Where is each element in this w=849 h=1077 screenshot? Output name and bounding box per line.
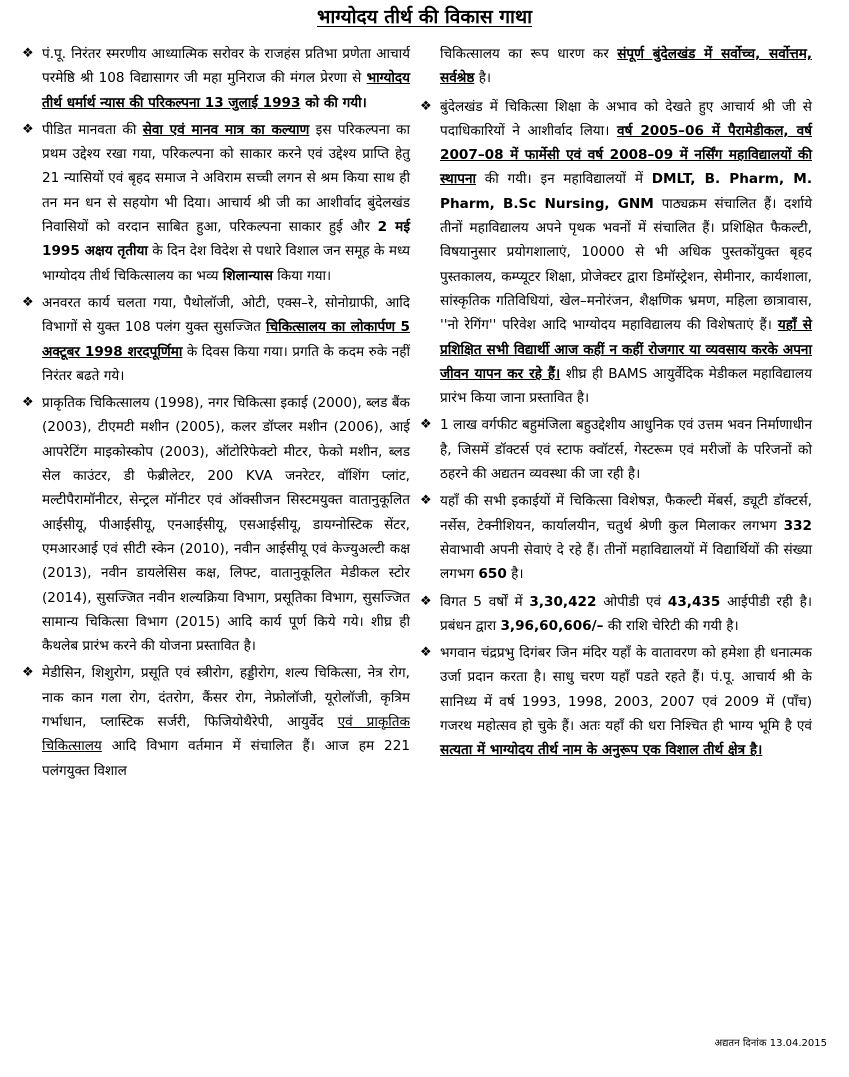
paragraph-new-building	[420, 413, 812, 486]
text: शीघ्र ही BAMS आयुर्वेदिक मेडीकल महाविद्यालय प्रारंभ किया जाना प्रस्तावित है।	[440, 365, 812, 407]
text: मेडीसिन, शिशुरोग, प्रसूति एवं स्त्रीरोग, हड्डीरोग, शल्य चिकित्सा, नेत्र रोग, नाक कान गला रोग, दंतरोग, कैंसर रोग, नेफ्रोलॉजी, यूरोलॉजी, कृत्रिम गर्भाधान, प्लास्टिक सर्जरी, फिजियोथैरेपी, आयुर्वेद	[42, 665, 410, 731]
paragraph-statistics	[420, 590, 812, 639]
diamond-bullet-icon: ❖	[420, 98, 432, 114]
bold-text: DMLT, B. Pharm, M. Pharm, B.Sc Nursing, GNM	[440, 171, 812, 212]
bold-text: 332	[783, 517, 812, 534]
underlined-text: एवं प्राकृतिक चिकित्सालय	[42, 714, 410, 755]
text: 1 लाख वर्गफीट बहुमंजिला बहुउद्देशीय आधुनिक एवं उत्तम भवन निर्माणाधीन है, जिसमें डॉक्टर्स एवं स्टाफ क्वॉटर्स, गेस्टरूम एवं मरीजों के परिजनों को ठहरने की अद्यतन व्यवस्था की जा रही है।	[440, 417, 812, 483]
diamond-bullet-icon: ❖	[22, 294, 34, 310]
bold-text: चिकित्सालय का लोकार्पण 5 अक्टूबर 1998 शरदपूर्णिमा	[42, 319, 410, 360]
text: पाठ्यक्रम संचालित हैं। दर्शाये तीनों महाविद्यालय अपने पृथक भवनों में संचालित हैं। प्रशिक्षित फैकल्टी, विषयानुसार प्रयोगशालाएं, 10000 से भी अधिक पुस्तकोंयुक्त बृहद पुस्तकालय, कम्प्यूटर शिक्षा, प्रोजेक्टर द्वारा डिमॉस्ट्रेशन, सेमीनार, कार्यशाला, सांस्कृतिक गतिविधियां, खेल–मनोरंजन, शैक्षणिक भ्रमण, महिला छात्रावास, ''नो रेगिंग'' परिवेश आदि भाग्योदय महाविद्यालय की विशेषताएं हैं।	[440, 195, 813, 334]
text: इस परिकल्पना का प्रथम उद्देश्य रखा गया, परिकल्पना को साकार करने एवं उद्देश्य प्राप्ति हेतु 21 न्यासियों एवं बृहद समाज ने अविराम सच्ची लगन से श्रम किया साथ ही तन मन धन से सहयोग भी दिया। आचार्य श्री जी का आशीर्वाद बुंदेलखंड निवासियों को वरदान साबित हुआ, परिकल्पना साकार हुई और	[42, 121, 410, 236]
text: की राशि चेरिटी की गयी है।	[603, 617, 739, 634]
text: यहॉं की सभी इकाईयों में चिकित्सा विशेषज्ञ, फैकल्टी मेंबर्स, ड्यूटी डॉक्टर्स, नर्सेस, टेक्नीशियन, कार्यालयीन, चतुर्थ श्रेणी कुल मिलाकर लगभग	[440, 493, 812, 534]
text: ओपीडी एवं	[596, 593, 668, 610]
right-column	[420, 42, 812, 766]
text: की गयी। इन महाविद्यालयों में	[476, 171, 652, 188]
bold-text: 3,30,422	[529, 593, 597, 610]
page-title-wrap	[0, 3, 849, 29]
bold-text: भाग्योदय तीर्थ धर्मार्थ न्यास की परिकल्पना 13 जुलाई 1993	[42, 70, 410, 111]
text: आईपीडी रही है। प्रबंधन द्वारा	[440, 593, 812, 634]
paragraph-founding	[22, 42, 410, 115]
bold-text: संपूर्ण बुंदेलखंड में सर्वोच्च, सर्वोत्तम, सर्वश्रेष्ठ	[440, 46, 813, 87]
paragraph-temple	[420, 641, 812, 762]
paragraph-education	[420, 95, 812, 411]
diamond-bullet-icon: ❖	[22, 46, 34, 61]
text: चिकित्सालय का रूप धारण कर	[440, 46, 618, 62]
paragraph-continuation	[420, 42, 812, 91]
text: के दिन देश विदेश से पधारे विशाल जन समूह के मध्य भाग्योदय तीर्थ चिकित्सालय का भव्य	[42, 243, 410, 284]
left-column	[22, 42, 410, 786]
diamond-bullet-icon: ❖	[22, 395, 34, 411]
bold-text: 3,96,60,606/–	[500, 617, 604, 634]
bold-text: सेवा एवं मानव मात्र का कल्याण	[142, 121, 310, 138]
diamond-bullet-icon: ❖	[22, 121, 34, 137]
text: पीडित मानवता की	[42, 121, 143, 138]
text: बुंदेलखंड में चिकित्सा शिक्षा के अभाव को देखते हुए आचार्य श्री जी से पदाधिकारियों ने आशीर्वाद लिया।	[440, 98, 812, 139]
bold-text: 650	[478, 566, 507, 583]
bold-text: सत्यता में भाग्योदय तीर्थ नाम के अनुरूप एक विशाल तीर्थ क्षेत्र है।	[440, 742, 763, 759]
text: सेवाभावी अपनी सेवाएं दे रहे हैं। तीनों महाविद्यालयों में विद्यार्थियों की संख्या लगभग	[440, 541, 812, 583]
page-title: भाग्योदय तीर्थ की विकास गाथा	[316, 6, 533, 28]
diamond-bullet-icon: ❖	[22, 665, 34, 681]
paragraph-departments	[22, 661, 410, 782]
text: प्राकृतिक चिकित्सालय (1998), नगर चिकित्सा इकाई (2000), ब्लड बैंक (2003), टीएमटी मशीन (2005), कलर डॉप्लर मशीन (2006), आई आपरेटिंग माइकोस्कोप (2003), ऑटोरिफेक्टो मीटर, फेको मशीन, ब्लड सेल काउंटर, डी फेब्रीलेटर, 200 KVA जनरेटर, वॉशिंग प्लांट, मल्टीपैरामॉनीटर, सेन्ट्रल मॉनीटर एवं ऑक्सीजन सिस्टमयुक्त वातानुकूलित आईसीयू, पीआईसीयू, एनआईसीयू, एसआईसीयू, डायग्नोस्टिक सेंटर, एमआरआई एवं सीटी स्केन (2010), नवीन आईसीयू एवं केज्युअल्टी कक्ष (2013), नवीन डायलेसिस कक्ष, लिफ्ट, वातानुकूलित मेडीकल स्टोर (2014), सुसज्जित नवीन शल्यक्रिया विभाग, प्रसूतिका विभाग, सुसज्जित सामान्य चिकित्सा विभाग (2015) आदि कार्य पूर्ण किये गये। शीघ्र ही कैथलेब प्रारंभ करने की योजना प्रस्तावित है।	[42, 395, 410, 655]
bold-text: यहॉं से प्रशिक्षित सभी विद्यार्थी आज कहीं न कहीं रोजगार या व्यवसाय करके अपना जीवन यापन कर रहे हैं।	[440, 317, 812, 382]
text: के दिवस किया गया। प्रगति के कदम रुके नहीं निरंतर बढते गये।	[42, 343, 410, 384]
text: है।	[506, 566, 524, 583]
text: अनवरत कार्य चलता गया, पैथोलॉजी, ओटी, एक्स–रे, सोनोग्राफी, आदि विभागों से युक्त 108 पलंग युक्त सुसज्जित	[42, 294, 410, 336]
diamond-bullet-icon: ❖	[420, 417, 432, 433]
text: भगवान चंद्रप्रभु दिगंबर जिन मंदिर यहॉं के वातावरण को हमेशा ही धनात्मक उर्जा प्रदान करता है। साधु चरण यहॉं पडते रहते हैं। पं.पू. आचार्य श्री के सानिध्य में वर्ष 1993, 1998, 2003, 2007 एवं 2009 में (पॉंच) गजरथ महोत्सव हो चुके हैं। अतः यहॉं की धरा निश्चित ही भाग्य भूमि है एवं	[440, 645, 812, 735]
update-date: अद्यतन दिनांक 13.04.2015	[714, 1038, 827, 1049]
text: पं.पू. निरंतर स्मरणीय आध्यात्मिक सरोवर के राजहंस प्रतिभा प्रणेता आचार्य परमेष्ठि श्री 108 विद्यासागर जी महा मुनिराज की मंगल प्रेरणा से	[42, 46, 410, 87]
text: आदि विभाग वर्तमान में संचालित हैं। आज हम 221 पलंगयुक्त विशाल	[42, 738, 410, 779]
bold-text: को की गयी।	[300, 94, 367, 111]
paragraph-facilities	[22, 391, 410, 658]
bold-text: 2 मई 1995 अक्षय तृतीया	[42, 219, 410, 260]
paragraph-inauguration	[22, 291, 410, 388]
bold-text: शिलान्यास	[222, 267, 273, 284]
text: है।	[474, 70, 492, 87]
paragraph-foundation-stone	[22, 118, 410, 288]
diamond-bullet-icon: ❖	[420, 493, 432, 509]
paragraph-staff	[420, 489, 812, 586]
text: किया गया।	[272, 267, 332, 284]
diamond-bullet-icon: ❖	[420, 645, 432, 661]
diamond-bullet-icon: ❖	[420, 593, 432, 609]
text: विगत 5 वर्षों में	[440, 593, 530, 610]
bold-text: वर्ष 2005–06 में पैरामेडीकल, वर्ष 2007–08 में फार्मेसी एवं वर्ष 2008–09 में नर्सिंग महाविद्यालयों की स्थापना	[440, 122, 812, 188]
bold-text: 43,435	[667, 593, 721, 610]
